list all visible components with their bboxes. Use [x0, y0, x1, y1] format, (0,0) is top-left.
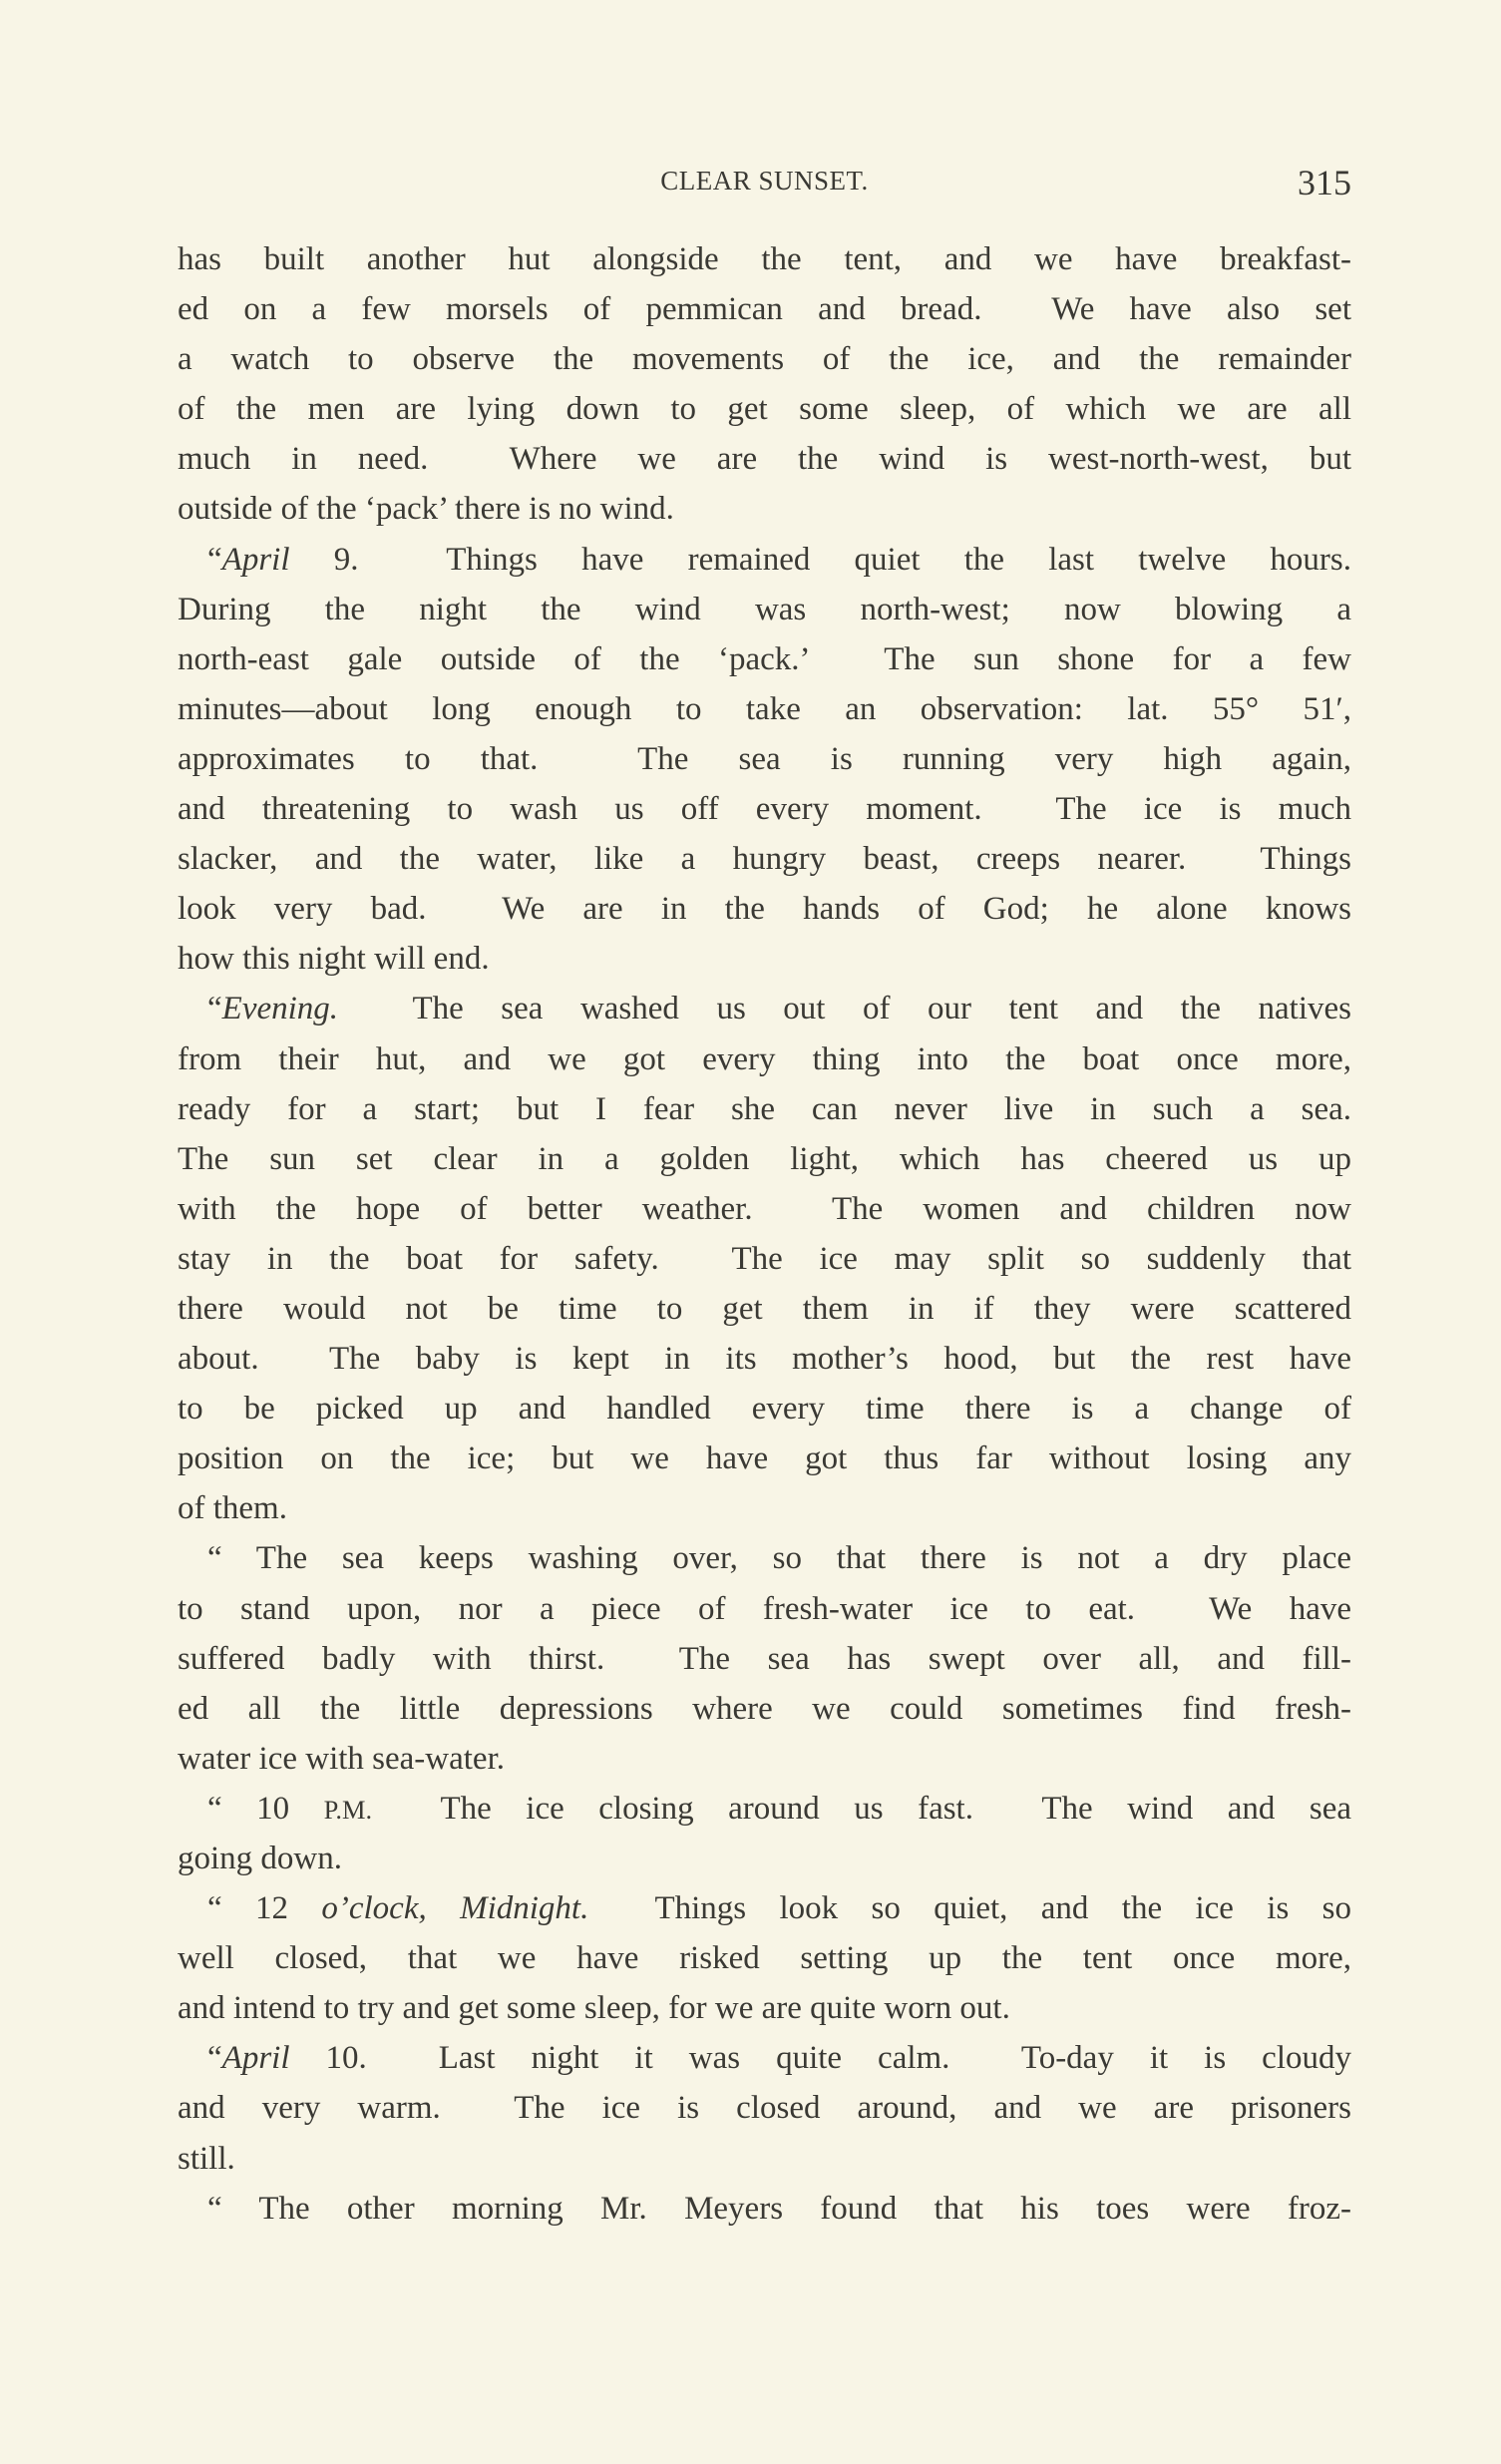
- text-line: [178, 284, 1351, 334]
- text-line: [178, 484, 1351, 534]
- text-line: [178, 434, 1351, 484]
- text-line: [178, 684, 1351, 734]
- text-line: [178, 2184, 1351, 2234]
- text-run: water ice with sea-water.: [178, 1740, 506, 1777]
- text-run: position on the ice; but we have got thus far without losing any: [178, 1440, 1351, 1477]
- page-header: [178, 158, 1351, 207]
- text-run: The sea washed us out of our tent and the natives: [338, 991, 1351, 1027]
- text-run: well closed, that we have risked setting up the tent once more,: [178, 1940, 1351, 1977]
- text-line: [178, 784, 1351, 834]
- text-run: “ 12: [207, 1890, 322, 1927]
- text-line: [178, 834, 1351, 884]
- text-line: [178, 1734, 1351, 1784]
- text-line: [178, 1684, 1351, 1734]
- text-run: approximates to that. The sea is running very high again,: [178, 740, 1351, 777]
- text-line: [178, 384, 1351, 434]
- text-run: slacker, and the water, like a hungry beast, creeps nearer. Things: [178, 841, 1351, 878]
- text-line: [178, 2083, 1351, 2133]
- text-line: [178, 1883, 1351, 1933]
- text-run: The sun set clear in a golden light, which has cheered us up: [178, 1140, 1351, 1177]
- italic-text: Evening.: [221, 991, 339, 1027]
- text-line: [178, 1234, 1351, 1284]
- text-run: “ The other morning Mr. Meyers found that his toes were froz-: [207, 2190, 1351, 2227]
- text-run: how this night will end.: [178, 941, 490, 978]
- text-line: [178, 1034, 1351, 1084]
- text-run: still.: [178, 2140, 235, 2177]
- text-run: from their hut, and we got every thing into the boat once more,: [178, 1040, 1351, 1077]
- text-run: During the night the wind was north-west; now blowing a: [178, 591, 1351, 627]
- text-run: look very bad. We are in the hands of God; he alone knows: [178, 891, 1351, 928]
- text-line: [178, 1084, 1351, 1134]
- text-run: ed on a few morsels of pemmican and bread. We have also set: [178, 291, 1351, 328]
- page-number: 315: [1298, 163, 1351, 203]
- text-line: [178, 2134, 1351, 2184]
- text-run: going down.: [178, 1841, 342, 1876]
- text-run: “ 10: [207, 1790, 324, 1827]
- text-line: [178, 634, 1351, 684]
- text-line: [178, 1134, 1351, 1184]
- text-run: to be picked up and handled every time there is a change of: [178, 1391, 1351, 1428]
- text-line: [178, 1933, 1351, 1983]
- text-run: to stand upon, nor a piece of fresh-water ice to eat. We have: [178, 1590, 1351, 1627]
- text-run: much in need. Where we are the wind is west-north-west, but: [178, 441, 1351, 478]
- small-caps-text: P.M.: [323, 1794, 373, 1825]
- italic-text: April: [221, 2040, 290, 2077]
- text-run: of them.: [178, 1490, 287, 1527]
- text-line: [178, 734, 1351, 784]
- text-line: [178, 1533, 1351, 1583]
- text-line: [178, 1784, 1351, 1834]
- text-line: [178, 1434, 1351, 1483]
- text-line: [178, 1584, 1351, 1634]
- text-run: outside of the ‘pack’ there is no wind.: [178, 491, 674, 528]
- text-run: and threatening to wash us off every moment. The ice is much: [178, 791, 1351, 828]
- text-run: and intend to try and get some sleep, for we are quite worn out.: [178, 1990, 1010, 2027]
- text-run: 10. Last night it was quite calm. To-day it is cloudy: [289, 2040, 1351, 2077]
- text-line: [178, 984, 1351, 1033]
- text-run: minutes—about long enough to take an observation: lat. 55° 51′,: [178, 690, 1351, 727]
- text-run: ready for a start; but I fear she can never live in such a sea.: [178, 1090, 1351, 1127]
- text-line: [178, 1184, 1351, 1234]
- text-line: [178, 1384, 1351, 1434]
- body-text: [178, 234, 1351, 2234]
- text-run: “: [207, 541, 222, 578]
- text-line: [178, 1634, 1351, 1684]
- text-run: about. The baby is kept in its mother’s hood, but the rest have: [178, 1341, 1351, 1378]
- text-run: there would not be time to get them in if they were scattered: [178, 1290, 1351, 1327]
- italic-text: o’clock, Midnight.: [321, 1890, 589, 1927]
- text-run: with the hope of better weather. The women and children now: [178, 1190, 1351, 1227]
- running-title: CLEAR SUNSET.: [660, 166, 869, 196]
- text-line: [178, 1334, 1351, 1384]
- text-run: The ice closing around us fast. The wind and sea: [372, 1790, 1351, 1827]
- text-line: [178, 2033, 1351, 2083]
- text-line: [178, 334, 1351, 384]
- text-line: [178, 1284, 1351, 1334]
- text-run: “ The sea keeps washing over, so that there is not a dry place: [207, 1540, 1351, 1577]
- text-run: suffered badly with thirst. The sea has swept over all, and fill-: [178, 1640, 1351, 1677]
- text-line: [178, 1483, 1351, 1533]
- text-run: “: [207, 991, 222, 1027]
- text-run: has built another hut alongside the tent, and we have breakfast-: [178, 241, 1351, 277]
- text-line: [178, 1834, 1351, 1883]
- text-run: a watch to observe the movements of the ice, and the remainder: [178, 341, 1351, 378]
- text-run: stay in the boat for safety. The ice may split so suddenly that: [178, 1240, 1351, 1277]
- text-line: [178, 934, 1351, 984]
- text-run: “: [207, 2040, 222, 2077]
- text-line: [178, 884, 1351, 934]
- text-run: and very warm. The ice is closed around, and we are prisoners: [178, 2090, 1351, 2127]
- text-line: [178, 234, 1351, 284]
- text-line: [178, 535, 1351, 585]
- text-line: [178, 1983, 1351, 2033]
- text-line: [178, 585, 1351, 634]
- text-run: Things look so quiet, and the ice is so: [588, 1890, 1351, 1927]
- text-run: 9. Things have remained quiet the last twelve hours.: [289, 541, 1351, 578]
- text-run: ed all the little depressions where we could sometimes find fresh-: [178, 1690, 1351, 1727]
- italic-text: April: [221, 541, 290, 578]
- text-run: north-east gale outside of the ‘pack.’ The sun shone for a few: [178, 640, 1351, 677]
- text-run: of the men are lying down to get some sleep, of which we are all: [178, 391, 1351, 428]
